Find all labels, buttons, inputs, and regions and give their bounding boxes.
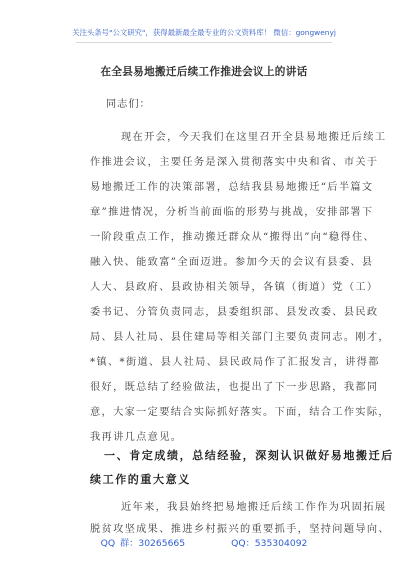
paragraph-line: 人大、县政府、县政协相关领导，各镇（街道）党（工） (90, 282, 379, 293)
paragraph-line: 脱贫攻坚成果、推进乡村振兴的重要抓手，坚持问题导向、 (90, 524, 390, 535)
paragraph-line: 一阶段重点工作，推动搬迁群众从“搬得出”向“稳得住、 (90, 232, 376, 243)
document-title: 在全县易地搬迁后续工作推进会议上的讲话 (100, 66, 308, 78)
paragraph-line: 现在开会，今天我们在这里召开全县易地搬迁后续工 (121, 132, 387, 143)
paragraph-line: 章”推进情况，分析当前面临的形势与挑战，安排部署下 (90, 207, 374, 218)
paragraph-line: 近年来，我县始终把易地搬迁后续工作作为巩固拓展 (121, 502, 387, 513)
paragraph-line: 易地搬迁工作的决策部署，总结我县易地搬迁“后半篇文 (90, 182, 374, 193)
footer-qq-group: QQ 群：30265665 (100, 538, 186, 549)
section-heading: 续工作的重大意义 (90, 473, 191, 486)
salutation: 同志们： (106, 99, 151, 110)
footer-qq: QQ：535304092 (231, 538, 308, 549)
header-note: 关注头条号"公文研究"，获得最新最全最专业的公文资料库！ 微信：gongwenyj (72, 28, 336, 37)
paragraph-line: 我再讲几点意见。 (90, 432, 183, 443)
paragraph-line: 很好，既总结了经验做法，也提出了下一步思路，我都同 (90, 382, 379, 393)
footer-contact (0, 535, 408, 549)
paragraph-line: *镇、*街道、县人社局、县民政局作了汇报发言，讲得都 (90, 357, 380, 368)
paragraph-line: 作推进会议，主要任务是深入贯彻落实中央和省、市关于 (90, 157, 379, 168)
paragraph-line: 意，大家一定要结合实际抓好落实。下面，结合工作实际， (90, 407, 390, 418)
header-divider (76, 42, 332, 43)
paragraph-line: 融入快、能致富”全面迈进。参加今天的会议有县委、县 (90, 257, 374, 268)
section-heading: 一、肯定成绩，总结经验，深刻认识做好易地搬迁后 (104, 449, 394, 462)
paragraph-line: 委书记、分管负责同志，县委组织部、县发改委、县民政 (90, 307, 379, 318)
paragraph-line: 局、县人社局、县住建局等相关部门主要负责同志。刚才， (90, 332, 390, 343)
